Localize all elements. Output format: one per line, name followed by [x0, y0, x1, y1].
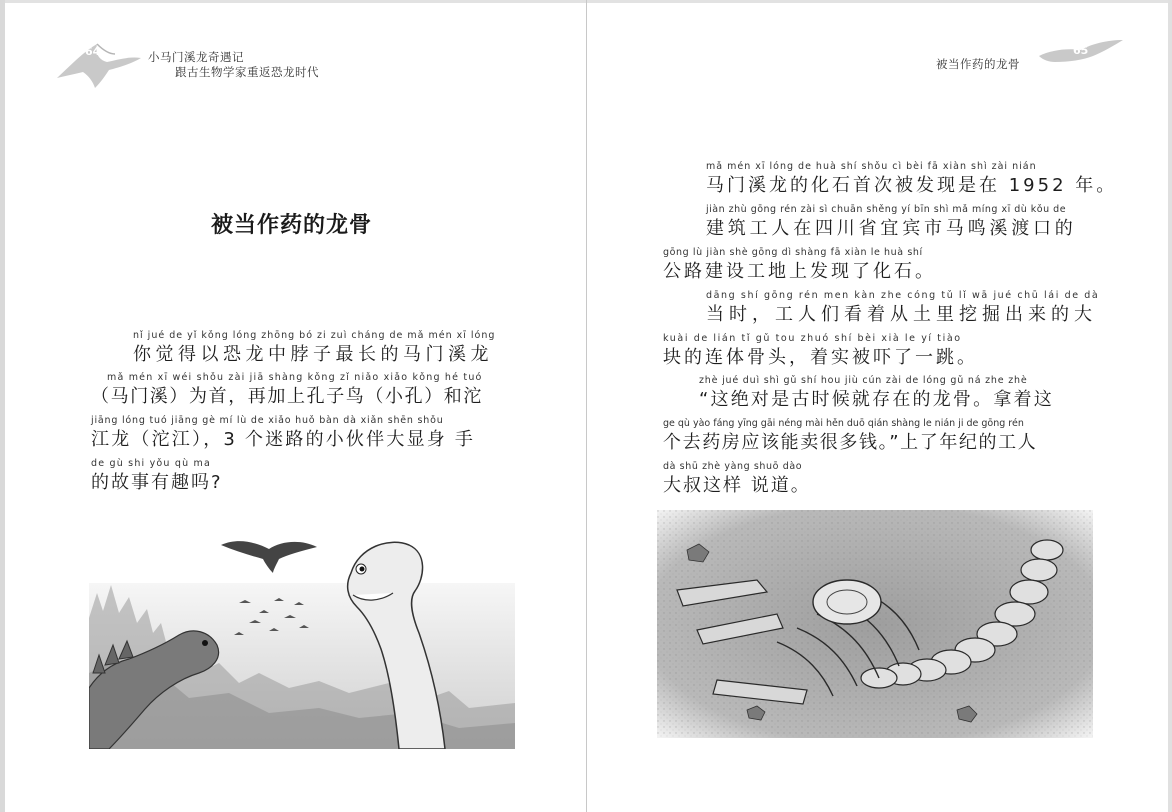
text-line — [663, 332, 978, 370]
fossil-skeleton-illustration — [657, 510, 1093, 738]
pinyin-line: de gù shi yǒu qù ma — [91, 458, 212, 469]
pinyin-line: mǎ mén xī lóng de huà shí shǒu cì bèi fā xiàn shì zài nián — [706, 161, 1037, 172]
pinyin-line: dà shū zhè yàng shuō dào — [663, 461, 803, 472]
hanzi-line: 的故事有趣吗? — [91, 472, 223, 493]
hanzi-line: 公路建设工地上发现了化石。 — [663, 261, 936, 282]
pinyin-line: zhè jué duì shì gǔ shí hou jiù cún zài de lóng gǔ ná zhe zhè — [699, 375, 1028, 386]
pinyin-line: jiāng lóng tuó jiāng gè mí lù de xiǎo huǒ bàn dà xiǎn shēn shǒu — [91, 415, 444, 426]
text-line — [133, 329, 495, 367]
hanzi-line: （马门溪）为首，再加上孔子鸟（小孔）和沱 — [91, 386, 483, 407]
hanzi-line: 你觉得以恐龙中脖子最长的马门溪龙 — [133, 344, 493, 365]
hanzi-line: 建筑工人在四川省宜宾市马鸣溪渡口的 — [706, 218, 1077, 239]
pinyin-line: gōng lù jiàn shè gōng dì shàng fā xiàn le huà shí — [663, 247, 923, 258]
text-line — [706, 160, 1117, 198]
pinyin-line: dāng shí gōng rén men kàn zhe cóng tǔ lǐ wā jué chū lái de dà — [706, 290, 1100, 301]
text-line — [663, 417, 1037, 455]
hanzi-line: 马门溪龙的化石首次被发现是在 1952 年。 — [706, 175, 1118, 196]
pinyin-line: ge qù yào fáng yīng gāi néng mài hěn duō qián shàng le nián ji de gōng rén — [663, 418, 1024, 429]
chapter-title: 被当作药的龙骨 — [211, 212, 373, 238]
text-line — [91, 371, 483, 409]
text-line — [699, 374, 1054, 412]
hanzi-line: 当时，工人们看着从土里挖掘出来的大 — [706, 304, 1097, 325]
text-line — [663, 246, 936, 284]
text-line — [706, 289, 1099, 327]
text-line — [91, 414, 475, 452]
page-number: 64 — [85, 45, 101, 58]
hanzi-line: “这绝对是古时候就存在的龙骨。拿着这 — [699, 389, 1054, 410]
hanzi-line: 大叔这样 说道。 — [663, 475, 811, 496]
hanzi-line: 江龙（沱江），3 个迷路的小伙伴大显身 手 — [91, 429, 476, 450]
text-line — [663, 460, 811, 498]
text-line — [706, 203, 1077, 241]
pinyin-line: mǎ mén xī wéi shǒu zài jiā shàng kǒng zǐ niǎo xiǎo kǒng hé tuó — [107, 372, 483, 383]
book-title: 小马门溪龙奇遇记 — [148, 50, 244, 64]
pinyin-line: jiàn zhù gōng rén zài sì chuān shěng yí bīn shì mǎ míng xī dù kǒu de — [706, 204, 1067, 215]
dinosaur-scene-illustration — [89, 523, 515, 749]
running-title: 被当作药的龙骨 — [936, 57, 1020, 71]
page-number: 65 — [1073, 44, 1089, 57]
text-line — [91, 457, 223, 495]
left-page — [5, 0, 586, 812]
book-subtitle: 跟古生物学家重返恐龙时代 — [175, 65, 319, 79]
hanzi-line: 块的连体骨头，着实被吓了一跳。 — [663, 347, 978, 368]
hanzi-line: 个去药房应该能卖很多钱。”上了年纪的工人 — [663, 432, 1038, 453]
right-page — [587, 0, 1168, 812]
pinyin-line: kuài de lián tǐ gǔ tou zhuó shí bèi xià le yí tiào — [663, 333, 962, 344]
page-right-edge — [1168, 0, 1172, 812]
pinyin-line: nǐ jué de yǐ kǒng lóng zhōng bó zi zuì cháng de mǎ mén xī lóng — [133, 330, 496, 341]
